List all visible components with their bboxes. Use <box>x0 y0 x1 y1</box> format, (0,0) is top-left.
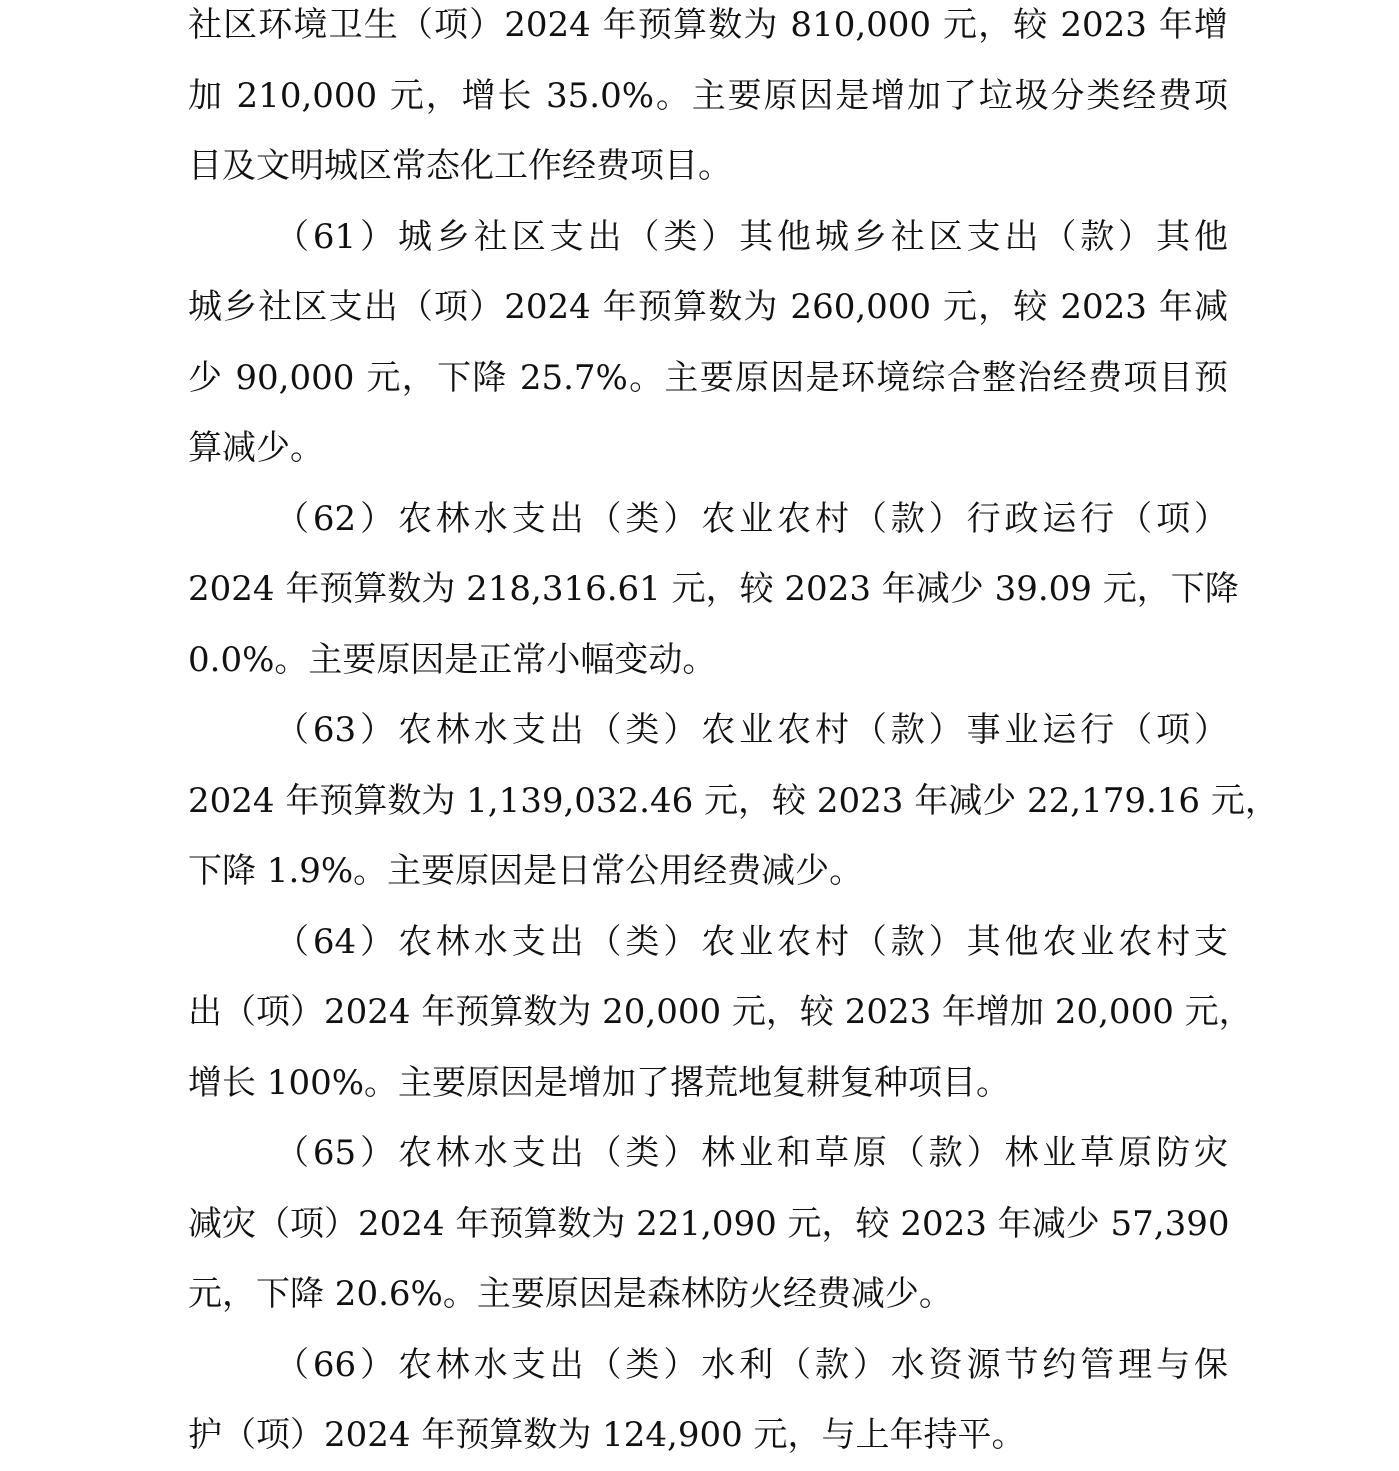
text-line: 2024 年预算数为 1,139,032.46 元，较 2023 年减少 22,179.16 元， <box>188 780 1279 821</box>
text-line: 城乡社区支出（项）2024 年预算数为 260,000 元，较 2023 年减 <box>188 287 1228 327</box>
paragraph-first-line: （64）农林水支出（类）农业农村（款）其他农业农村支 <box>275 921 1228 962</box>
text-line: 减灾（项）2024 年预算数为 221,090 元，较 2023 年减少 57,390 <box>188 1203 1230 1244</box>
paragraph-first-line: （63）农林水支出（类）农业农村（款）事业运行（项） <box>275 710 1228 750</box>
paragraph-first-line: （66）农林水支出（类）水利（款）水资源节约管理与保 <box>275 1344 1228 1385</box>
paragraph-first-line: （62）农林水支出（类）农业农村（款）行政运行（项） <box>275 498 1228 539</box>
text-line: 出（项）2024 年预算数为 20,000 元，较 2023 年增加 20,000 元， <box>188 992 1253 1032</box>
document-page <box>188 0 1279 1471</box>
text-line: 算减少。 <box>188 428 324 468</box>
text-line: 护（项）2024 年预算数为 124,900 元，与上年持平。 <box>188 1415 1026 1455</box>
text-line: 增长 100%。主要原因是增加了撂荒地复耕复种项目。 <box>188 1062 1011 1103</box>
text-line: 社区环境卫生（项）2024 年预算数为 810,000 元，较 2023 年增 <box>188 5 1228 45</box>
paragraph-first-line: （65）农林水支出（类）林业和草原（款）林业草原防灾 <box>275 1133 1228 1173</box>
text-line: 0.0%。主要原因是正常小幅变动。 <box>188 639 717 680</box>
text-line: 少 90,000 元，下降 25.7%。主要原因是环境综合整治经费项目预 <box>188 357 1228 398</box>
text-line: 目及文明城区常态化工作经费项目。 <box>188 146 732 186</box>
text-line: 2024 年预算数为 218,316.61 元，较 2023 年减少 39.09 元，下降 <box>188 569 1239 609</box>
text-line: 元，下降 20.6%。主要原因是森林防火经费减少。 <box>188 1274 953 1314</box>
text-line: 下降 1.9%。主要原因是日常公用经费减少。 <box>188 851 864 891</box>
paragraph-first-line: （61）城乡社区支出（类）其他城乡社区支出（款）其他 <box>275 216 1228 257</box>
text-line: 加 210,000 元，增长 35.0%。主要原因是增加了垃圾分类经费项 <box>188 75 1228 116</box>
